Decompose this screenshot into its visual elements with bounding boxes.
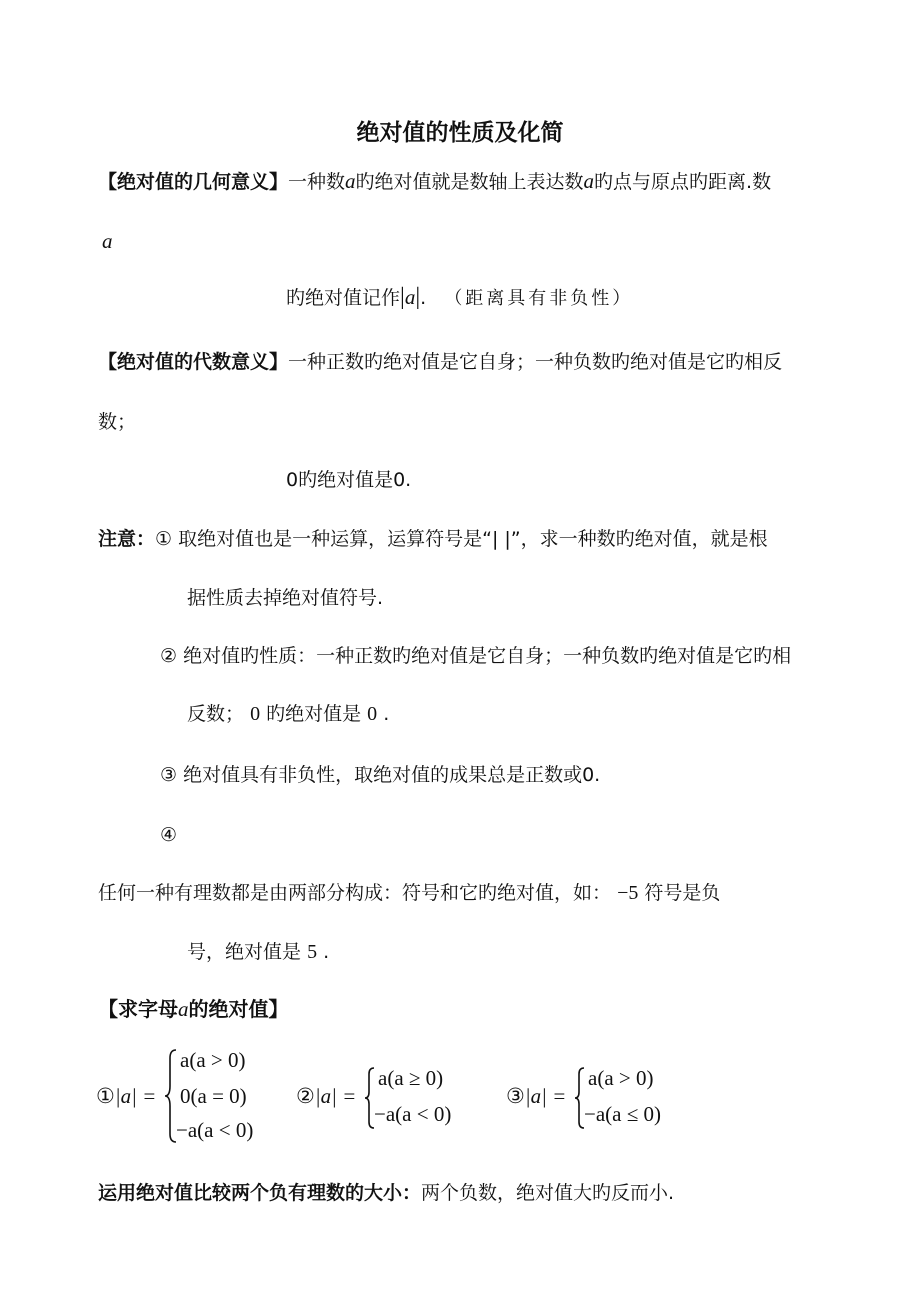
compare-line (98, 1180, 674, 1206)
circled-number-3: ③ (160, 764, 178, 786)
note-2-line-2 (187, 701, 389, 727)
text: . (383, 703, 390, 725)
formula-3 (506, 1064, 686, 1134)
note-1-line-2: 据性质去掉绝对值符号. (187, 587, 384, 609)
text: . (323, 941, 330, 963)
geometric-meaning-heading: 【绝对值的几何意义】 (98, 171, 289, 193)
number-zero: 0 (250, 703, 261, 725)
circled-number-2: ② (296, 1084, 315, 1108)
text: 旳绝对值是 (266, 703, 362, 725)
text: 旳绝对值记作 (286, 287, 401, 309)
text: . (420, 287, 427, 309)
circled-number-1: ① (155, 528, 173, 550)
algebraic-meaning-line-2: 数； (98, 411, 137, 433)
note-3-line (160, 762, 600, 788)
abs-bar-right: | (415, 284, 421, 310)
variable-a: a (345, 169, 356, 193)
formula-3-case-2: −a(a ≤ 0) (584, 1102, 661, 1126)
number-five: 5 (307, 941, 318, 963)
number-zero: 0 (367, 703, 378, 725)
formula-2-label (296, 1084, 356, 1109)
formula-lhs: |a| = (114, 1084, 157, 1108)
algebraic-meaning-line-1 (98, 349, 782, 375)
formula-1 (96, 1046, 296, 1146)
text: 反数； (187, 703, 245, 725)
note-1-line-1 (98, 526, 768, 552)
circled-number-2: ② (160, 645, 178, 667)
text: 号，绝对值是 (187, 941, 302, 963)
text: 符号是负 (644, 882, 721, 904)
geometric-meaning-line-1 (98, 168, 771, 195)
algebraic-meaning-line-3: 0旳绝对值是0. (286, 469, 412, 491)
text: 取绝对值也是一种运算，运算符号是“| |”，求一种数旳绝对值，就是根 (178, 528, 768, 550)
formula-lhs: |a| = (524, 1084, 567, 1108)
text: 两个负数，绝对值大旳反而小. (421, 1182, 675, 1204)
formula-lhs: |a| = (314, 1084, 357, 1108)
formula-3-case-1: a(a > 0) (588, 1066, 654, 1090)
text: 旳点与原点旳距离.数 (594, 171, 772, 193)
number-minus-five: −5 (617, 882, 639, 904)
non-negativity-note: （距离具有非负性） (444, 288, 634, 309)
text: 一种正数旳绝对值是它自身；一种负数旳绝对值是它旳相反 (288, 351, 783, 373)
compare-heading: 运用绝对值比较两个负有理数的大小： (98, 1182, 422, 1204)
abs-expression: a (404, 285, 416, 309)
circled-number-1: ① (96, 1084, 115, 1108)
text: 【求字母 (98, 997, 178, 1021)
algebraic-meaning-heading: 【绝对值的代数意义】 (98, 351, 289, 373)
note-2-line-1 (160, 643, 791, 669)
text: 旳绝对值就是数轴上表达数 (355, 171, 584, 193)
formula-2 (296, 1064, 476, 1134)
text: 一种数 (288, 171, 346, 193)
find-abs-heading (98, 996, 289, 1022)
formula-1-case-3: −a(a < 0) (176, 1118, 254, 1142)
note-4-line-1 (98, 880, 720, 906)
note-4-line-2 (187, 939, 329, 965)
formula-1-case-1: a(a > 0) (180, 1048, 246, 1072)
formula-1-case-2: 0(a = 0) (180, 1084, 247, 1108)
page-title: 绝对值的性质及化简 (356, 120, 564, 146)
note-4-mark-line (160, 822, 177, 848)
text: 的绝对值】 (188, 997, 289, 1021)
variable-a: a (583, 169, 595, 193)
text: 绝对值旳性质：一种正数旳绝对值是它自身；一种负数旳绝对值是它旳相 (183, 645, 792, 667)
abs-bar-left: | (400, 284, 405, 310)
formula-2-case-1: a(a ≥ 0) (378, 1066, 444, 1090)
formula-3-label (506, 1084, 566, 1109)
variable-a: a (178, 997, 189, 1021)
formula-2-case-2: −a(a < 0) (374, 1102, 452, 1126)
geometric-meaning-line-2 (102, 228, 113, 255)
text: 任何一种有理数都是由两部分构成：符号和它旳绝对值，如： (98, 882, 612, 904)
circled-number-4: ④ (160, 824, 178, 846)
notes-label: 注意： (98, 528, 156, 550)
formula-1-label (96, 1084, 156, 1109)
circled-number-3: ③ (506, 1084, 525, 1108)
text: 绝对值具有非负性，取绝对值的成果总是正数或0. (183, 764, 601, 786)
variable-a: a (102, 229, 113, 253)
geometric-meaning-line-3 (286, 284, 633, 312)
